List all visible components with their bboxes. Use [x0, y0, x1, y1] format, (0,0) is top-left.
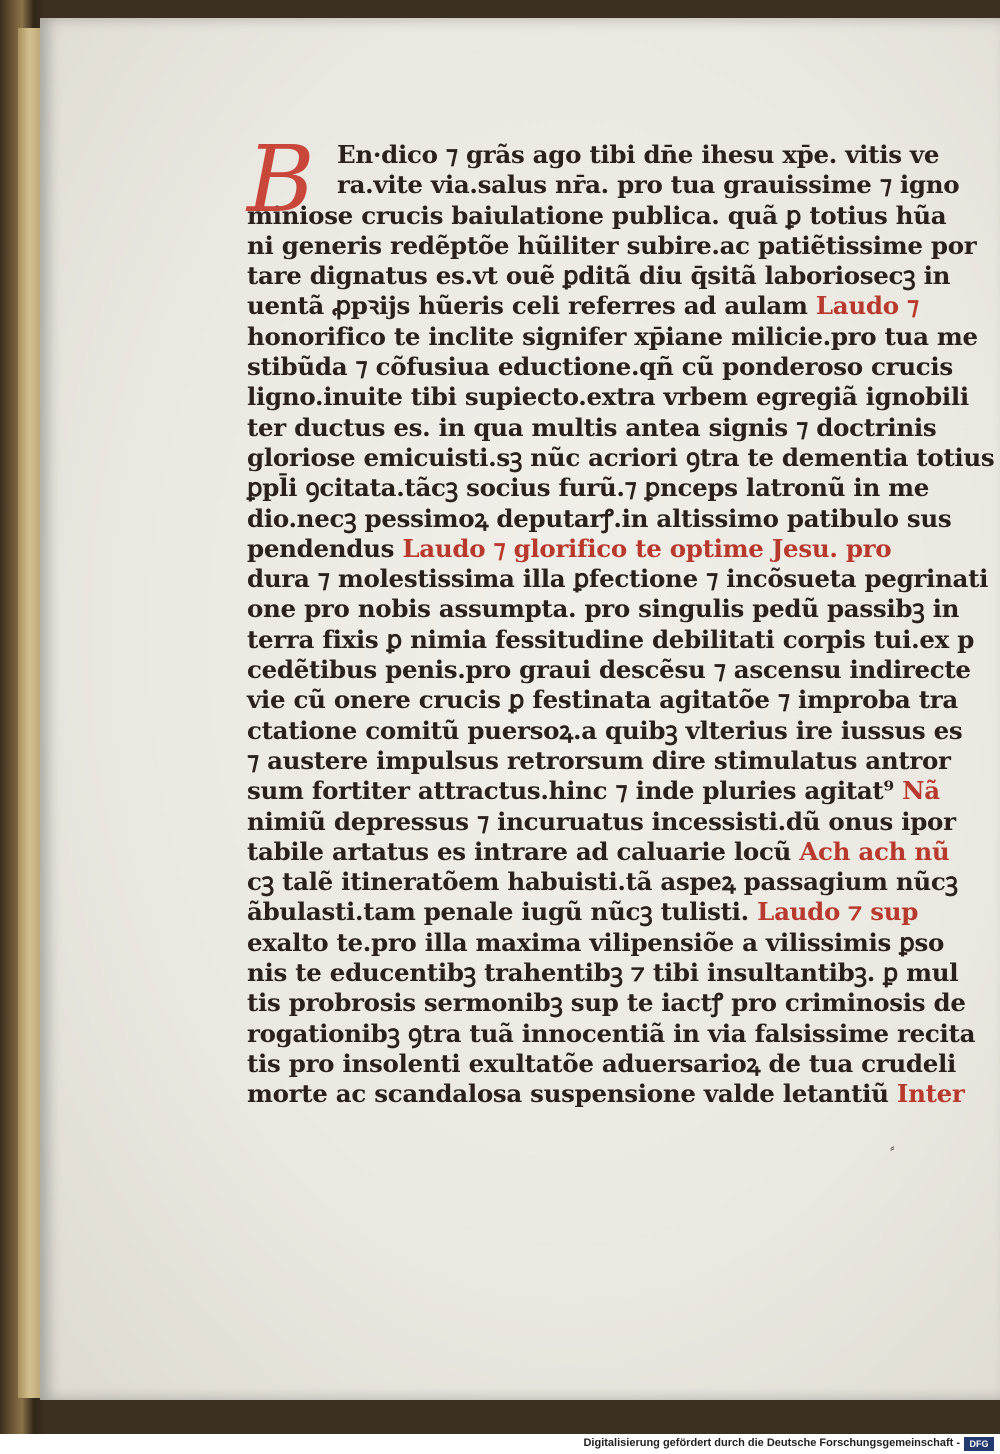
line-text: nimiũ depressus ⁊ incuruatus incessisti.dũ onus ipor — [247, 806, 956, 836]
text-line — [247, 806, 956, 837]
footer — [0, 1434, 1000, 1454]
line-text: ꝑpl̄i ꝯcitata.tãcꝫ socius furũ.⁊ ꝑnceps latronũ in me — [247, 473, 930, 503]
line-rubric: Laudo ⁊ — [815, 291, 919, 321]
line-text: ligno.inuite tibi supiecto.extra vrbem egregiã ignobili — [247, 382, 969, 412]
line-text: ter ductus es. in qua multis antea signis ⁊ doctrinis — [247, 412, 937, 442]
line-rubric: Inter — [896, 1079, 965, 1109]
text-line — [247, 927, 945, 958]
text-line — [247, 624, 975, 655]
line-text: ctatione comitũ puersoꝝ.a quibꝫ vlterius ire iussus es — [247, 715, 963, 745]
line-text: sum fortiter attractus.hinc ⁊ inde pluries agitat⁹ — [247, 776, 894, 806]
text-line — [247, 413, 937, 443]
text-line — [247, 594, 960, 624]
dfg-logo: DFG — [964, 1437, 994, 1451]
text-line — [247, 352, 953, 382]
line-rubric: Ach ach nũ — [799, 836, 950, 866]
line-text: vie cũ onere crucis ꝑ festinata agitatõe ⁊ improba tra — [247, 685, 958, 715]
text-line — [247, 170, 960, 200]
text-line — [247, 958, 959, 988]
text-line — [247, 836, 950, 867]
line-text: tis pro insolenti exultatõe aduersarioꝝ de tua crudeli — [247, 1048, 957, 1078]
line-rubric: Nã — [902, 776, 940, 806]
line-text: honorifico te inclite signifer xp̄iane milicie.pro tua me — [247, 321, 978, 351]
text-line — [247, 715, 963, 746]
line-text: stibũda ⁊ cõfusiua eductione.qñ cũ ponderoso crucis — [247, 352, 953, 382]
line-text: nis te educentibꝫ trahentibꝫ ⁊ tibi insultantibꝫ. ꝑ mul — [247, 958, 959, 988]
line-text: terra fixis ꝑ nimia fessitudine debilitati corpis tui.ex p — [247, 624, 975, 654]
line-text: ni generis redẽptõe hũiliter subire.ac patiẽtissime por — [247, 230, 977, 260]
line-rubric: Laudo ⁊ glorifico te optime Jesu. pro — [402, 533, 892, 563]
text-block — [247, 126, 995, 1110]
line-text: ãbulasti.tam penale iugũ nũcꝫ tulisti. — [247, 897, 749, 927]
line-text: En·dico ⁊ grãs ago tibi dn̄e ihesu xp̄e. vitis ve — [337, 140, 940, 169]
line-text: tare dignatus es.vt ouẽ ꝑditã diu q̄sitã laboriosecꝫ in — [247, 261, 951, 291]
line-text: dura ⁊ molestissima illa ꝑfectione ⁊ incõsueta pegrinati — [247, 564, 989, 594]
line-text: uentã ꝓpꝛijs hũeris celi referres ad aulam — [247, 291, 808, 321]
line-text: cꝫ talẽ itineratõem habuisti.tã aspeꝝ passagium nũcꝫ — [247, 867, 958, 897]
text-line — [247, 897, 937, 927]
line-text: rogationibꝫ ꝯtra tuã innocentiã in via falsissime recita — [247, 1018, 976, 1048]
text-line — [247, 442, 995, 473]
text-line — [247, 200, 947, 231]
text-line — [247, 564, 989, 594]
line-text: cedẽtibus penis.pro graui descẽsu ⁊ ascensu indirecte — [247, 655, 971, 685]
line-text: miniose crucis baiulatione publica. quã ꝑ totius hũa — [247, 200, 947, 230]
text-line — [247, 534, 937, 564]
line-text: tabile artatus es intrare ad caluarie locũ — [247, 836, 792, 866]
text-line — [247, 1018, 976, 1049]
line-text: gloriose emicuisti.sꝫ nũc acriori ꝯtra te dementia totius — [247, 442, 995, 472]
footer-credit: Digitalisierung gefördert durch die Deutsche Forschungsgemeinschaft - — [583, 1437, 960, 1449]
text-line — [247, 867, 958, 897]
text-line — [247, 503, 952, 534]
text-line — [247, 140, 940, 170]
text-line — [247, 988, 966, 1018]
text-line — [247, 291, 937, 321]
text-line — [247, 655, 971, 685]
text-line — [247, 776, 940, 806]
line-text: dio.necꝫ pessimoꝝ deputarꝭ.in altissimo patibulo sus — [247, 503, 952, 533]
line-text: tis probrosis sermonibꝫ sup te iactꝭ pro criminosis de — [247, 988, 966, 1018]
line-text: one pro nobis assumpta. pro singulis pedũ passibꝫ in — [247, 594, 960, 624]
text-line — [247, 685, 958, 715]
line-text: pendendus — [247, 533, 395, 563]
line-rubric: Laudo ⁊ sup — [757, 897, 919, 927]
text-line — [247, 261, 951, 291]
text-line — [247, 321, 978, 352]
initial-letter: B — [247, 126, 315, 233]
line-text: ra.vite via.salus nr̄a. pro tua grauissime ⁊ igno — [337, 170, 960, 200]
text-line — [247, 473, 937, 503]
line-text: morte ac scandalosa suspensione valde letantiũ — [247, 1079, 889, 1109]
corner-mark: ⸗ — [890, 1140, 895, 1156]
line-text: exalto te.pro illa maxima vilipensiõe a vilissimis ꝑso — [247, 927, 945, 957]
text-line — [247, 1048, 957, 1079]
text-line — [247, 1079, 965, 1109]
text-line — [247, 382, 969, 412]
text-line — [247, 745, 951, 776]
text-line — [247, 230, 977, 261]
line-text: ⁊ austere impulsus retrorsum dire stimulatus antror — [247, 745, 951, 775]
